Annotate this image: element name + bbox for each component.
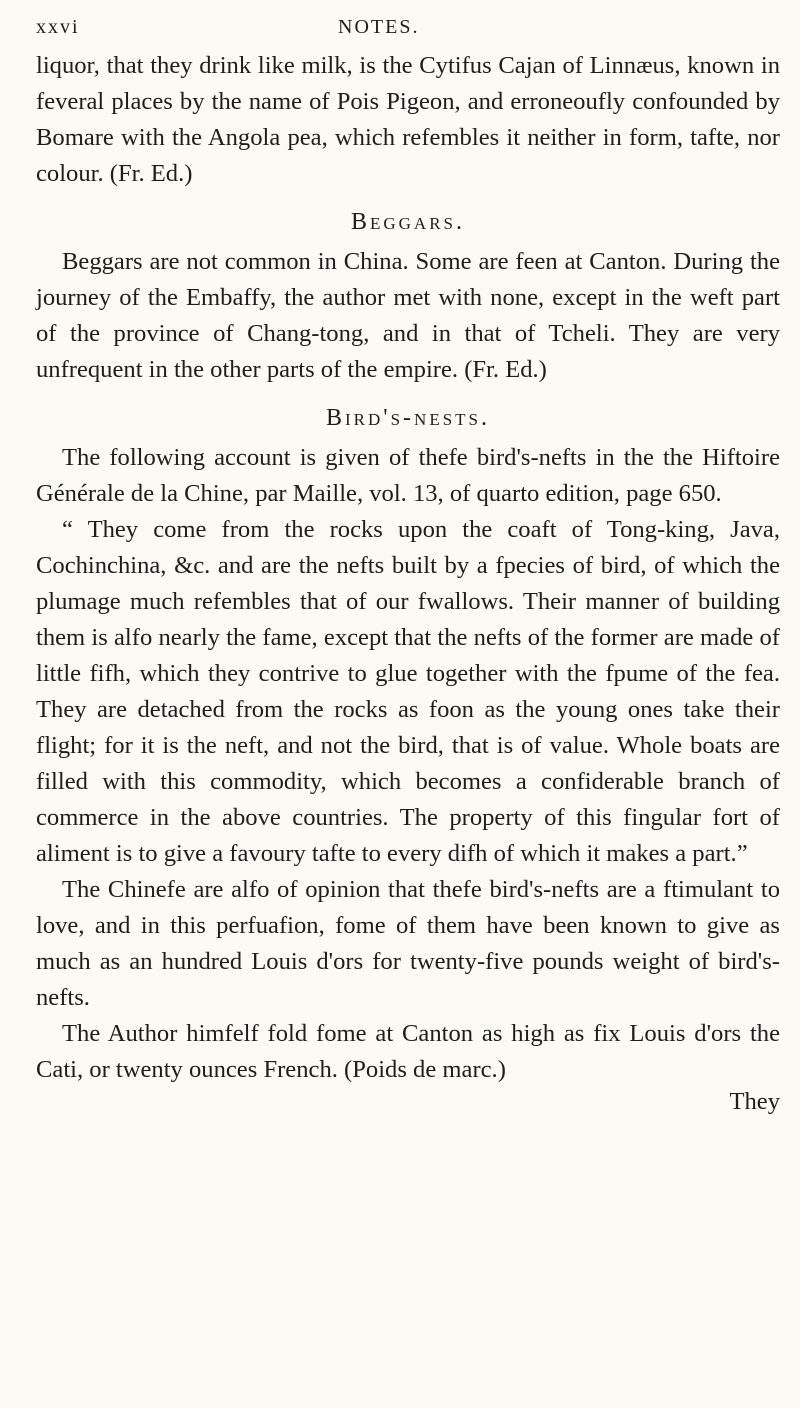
running-title: NOTES. bbox=[338, 16, 420, 38]
paragraph-birds-nests-price: The Author himfelf fold fome at Canton as high as fix Louis d'ors the Cati, or twenty ounces French. (Poids de marc.) bbox=[36, 1020, 780, 1083]
book-page bbox=[36, 0, 780, 1408]
catchword: They bbox=[729, 1088, 780, 1115]
heading-birds-nests: Bird's-nests. bbox=[325, 405, 490, 431]
paragraph-birds-nests-quote: “ They come from the rocks upon the coaft of Tong-king, Java, Cochinchina, &c. and are the nefts built by a fpecies of bird, of which the plumage much refembles that of our fwallows. Their manner of building them is alfo nearly the fame, except that the nefts of the former are made of little fifh, which they contrive to glue together with the fpume of the fea. They are detached from the rocks as foon as the young ones take their flight; for it is the neft, and not the bird, that is of value. Whole boats are filled with this commodity, which becomes a confiderable branch of commerce in the above countries. The property of this fingular fort of aliment is to give a favoury tafte to every difh of which it makes a part.” bbox=[36, 516, 780, 867]
notes-text bbox=[36, 48, 780, 1120]
paragraph-beggars: Beggars are not common in China. Some are feen at Canton. During the journey of the Embaffy, the author met with none, except in the weft part of the province of Chang-tong, and in that of Tcheli. They are very unfrequent in the other parts of the empire. (Fr. Ed.) bbox=[36, 248, 780, 383]
page-number: xxvi bbox=[36, 16, 80, 38]
paragraph-liquor: liquor, that they drink like milk, is the Cytifus Cajan of Linnæus, known in feveral places by the name of Pois Pigeon, and erroneoufly confounded by Bomare with the Angola pea, which refembles it neither in form, tafte, nor colour. (Fr. Ed.) bbox=[36, 52, 780, 187]
paragraph-birds-nests-source: The following account is given of thefe bird's-nefts in the the Hiftoire Générale de la Chine, par Maille, vol. 13, of quarto edition, page 650. bbox=[36, 444, 780, 507]
running-head bbox=[36, 8, 780, 48]
heading-beggars: Beggars. bbox=[350, 209, 466, 235]
paragraph-birds-nests-opinion: The Chinefe are alfo of opinion that thefe bird's-nefts are a ftimulant to love, and in this perfuafion, fome of them have been known to give as much as an hundred Louis d'ors for twenty-five pounds weight of bird's-nefts. bbox=[36, 876, 780, 1011]
